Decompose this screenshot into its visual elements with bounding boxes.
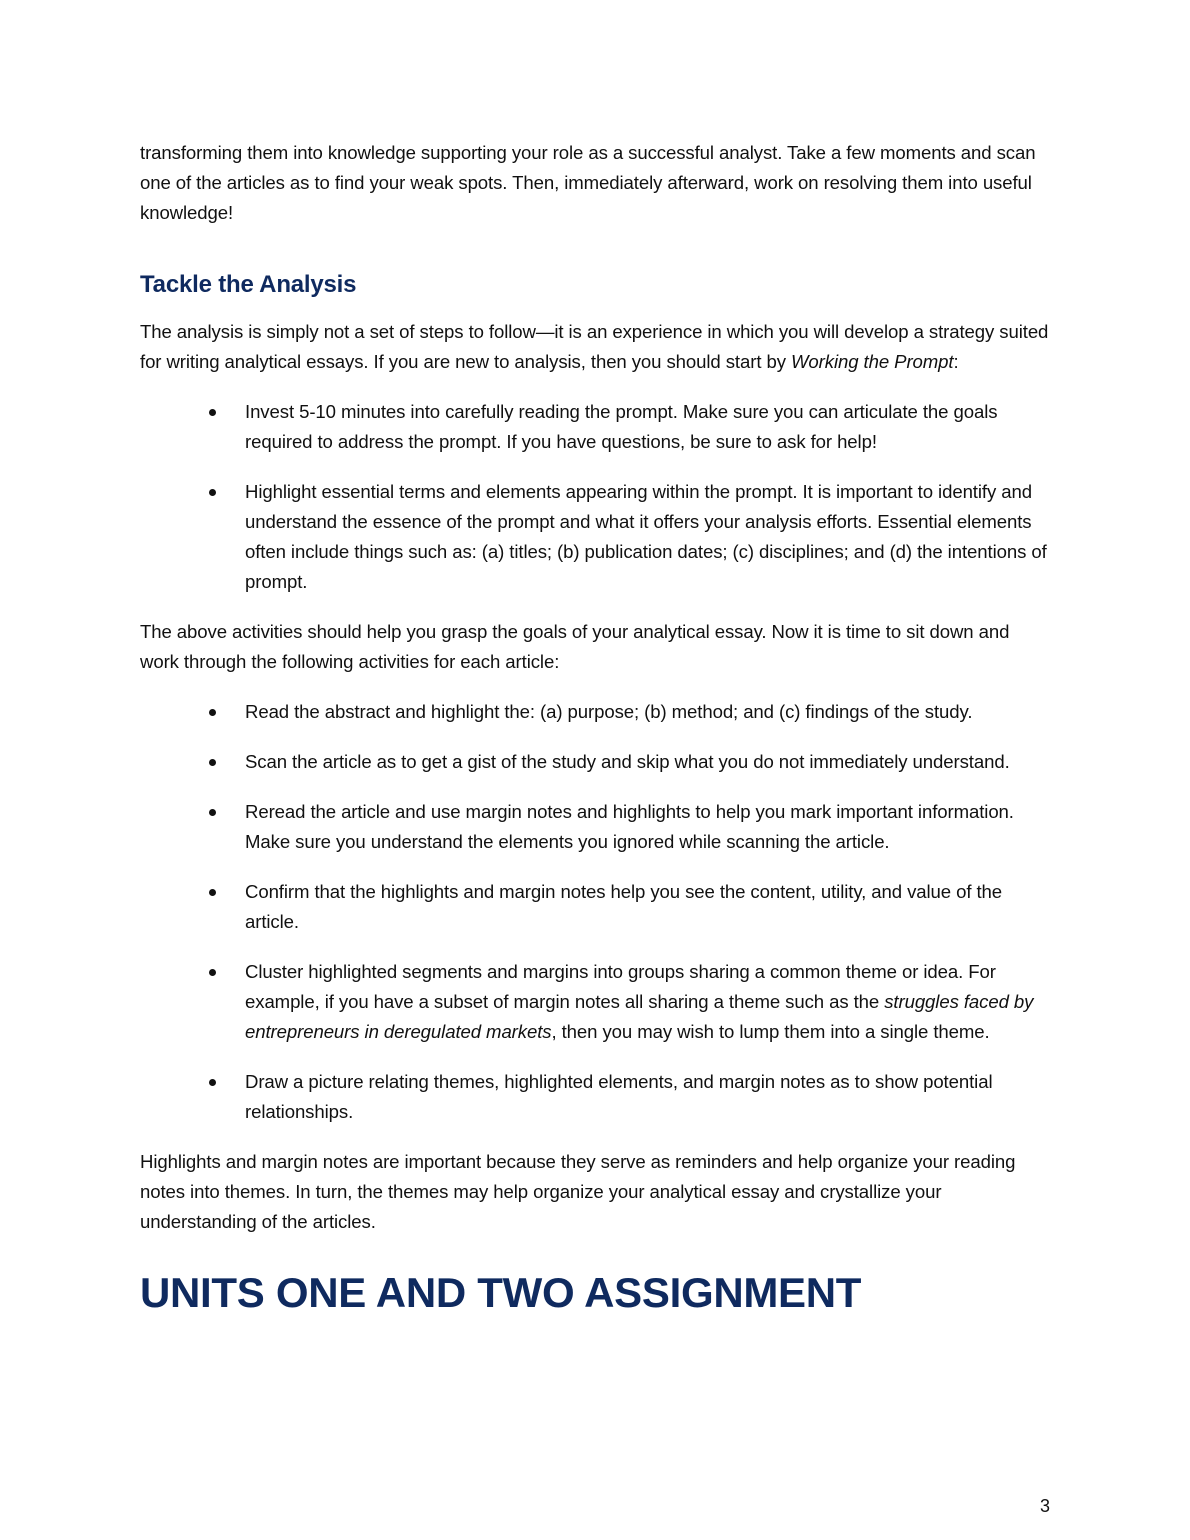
page-number: 3 [1039,1496,1050,1516]
analysis-intro-colon: : [953,351,959,372]
list-item [140,747,1052,777]
list-item-text [245,961,1033,1042]
document-page [140,138,1052,1321]
highlights-paragraph: Highlights and margin notes are important because they serve as reminders and help organize your reading notes into themes. In turn, the themes may help organize your analytical essay and crystallize your understanding of the articles. [140,1151,1016,1232]
list-item [140,957,1052,1047]
list-item [140,477,1052,597]
list-item [140,877,1052,937]
bullet-icon [209,1079,216,1086]
analysis-intro-paragraph [140,317,1052,377]
activities-intro-paragraph: The above activities should help you grasp the goals of your analytical essay. Now it is time to sit down and work through the following activities for each article: [140,621,1010,672]
list-item-text: Scan the article as to get a gist of the study and skip what you do not immediately understand. [245,751,1010,772]
analysis-intro-text: The analysis is simply not a set of steps to follow—it is an experience in which you will develop a strategy suited for writing analytical essays. If you are new to analysis, then you should start by [140,321,1049,372]
list-item [140,1067,1052,1127]
list-item [140,397,1052,457]
bullet-icon [209,809,216,816]
cluster-emphasis: struggles faced by entrepreneurs in deregulated markets [245,991,1034,1042]
section-heading: Tackle the Analysis [140,271,357,298]
cluster-text-before: Cluster highlighted segments and margins into groups sharing a common theme or idea. For example, if you have a subset of margin notes all sharing a theme such as the [245,961,996,1012]
unit-heading: UNITS ONE AND TWO ASSIGNMENT [140,1269,862,1316]
bullet-icon [209,489,216,496]
list-item-text: Confirm that the highlights and margin notes help you see the content, utility, and value of the article. [245,881,1003,932]
bullet-icon [209,709,216,716]
cluster-text-after: , then you may wish to lump them into a single theme. [551,1021,990,1042]
bullet-icon [209,889,216,896]
article-activities-list [140,697,1052,1127]
list-item [140,697,1052,727]
list-item-text: Read the abstract and highlight the: (a) purpose; (b) method; and (c) findings of the study. [245,701,973,722]
working-the-prompt-emphasis: Working the Prompt [790,351,954,372]
bullet-icon [209,409,216,416]
prompt-steps-list [140,397,1052,597]
intro-paragraph: transforming them into knowledge supporting your role as a successful analyst. Take a few moments and scan one of the articles as to find your weak spots. Then, immediately afterward, work on resolving them into useful knowledge! [140,142,1036,223]
list-item-text: Reread the article and use margin notes and highlights to help you mark important information. Make sure you understand the elements you ignored while scanning the article. [245,801,1014,852]
list-item-text: Highlight essential terms and elements appearing within the prompt. It is important to identify and understand the essence of the prompt and what it offers your analysis efforts. Essential elements often include things such as: (a) titles; (b) publication dates; (c) disciplines; and (d) the intentions of prompt. [245,481,1047,592]
list-item [140,797,1052,857]
list-item-text: Invest 5-10 minutes into carefully reading the prompt. Make sure you can articulate the goals required to address the prompt. If you have questions, be sure to ask for help! [245,401,998,452]
list-item-text: Draw a picture relating themes, highlighted elements, and margin notes as to show potential relationships. [245,1071,993,1122]
bullet-icon [209,759,216,766]
bullet-icon [209,969,216,976]
